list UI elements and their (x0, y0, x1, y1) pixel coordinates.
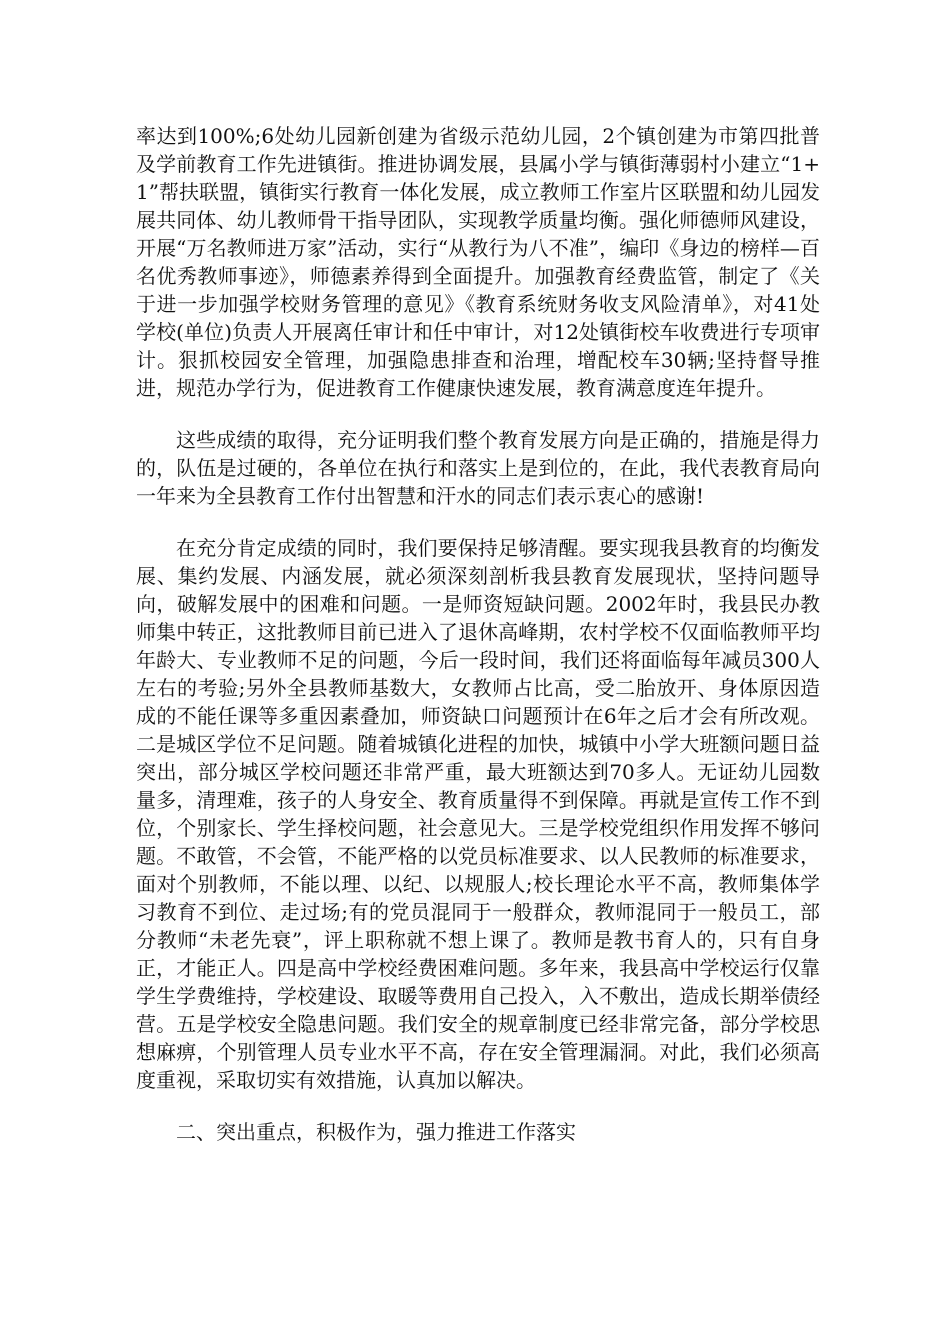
document-body (136, 122, 820, 1146)
paragraph-acknowledgement: 这些成绩的取得，充分证明我们整个教育发展方向是正确的，措施是得力的，队伍是过硬的，各单位在执行和落实上是到位的，在此，我代表教育局向一年来为全县教育工作付出智慧和汗水的同志们表示衷心的感谢! (136, 428, 820, 508)
section-heading: 二、突出重点，积极作为，强力推进工作落实 (176, 1120, 576, 1144)
paragraph-problems: 在充分肯定成绩的同时，我们要保持足够清醒。要实现我县教育的均衡发展、集约发展、内涵发展，就必须深刻剖析我县教育发展现状，坚持问题导向，破解发展中的困难和问题。一是师资短缺问题。2002年时，我县民办教师集中转正，这批教师目前已进入了退休高峰期，农村学校不仅面临教师平均年龄大、专业教师不足的问题，今后一段时间，我们还将面临每年减员300人左右的考验;另外全县教师基数大，女教师占比高，受二胎放开、身体原因造成的不能任课等多重因素叠加，师资缺口问题预计在6年之后才会有所改观。二是城区学位不足问题。随着城镇化进程的加快，城镇中小学大班额问题日益突出，部分城区学校问题还非常严重，最大班额达到70多人。无证幼儿园数量多，清理难，孩子的人身安全、教育质量得不到保障。再就是宣传工作不到位，个别家长、学生择校问题，社会意见大。三是学校党组织作用发挥不够问题。不敢管，不会管，不能严格的以党员标准要求、以人民教师的标准要求，面对个别教师，不能以理、以纪、以规服人;校长理论水平不高，教师集体学习教育不到位、走过场;有的党员混同于一般群众，教师混同于一般员工，部分教师“未老先衰”，评上职称就不想上课了。教师是教书育人的，只有自身正，才能正人。四是高中学校经费困难问题。多年来，我县高中学校运行仅靠学生学费维持，学校建设、取暖等费用自己投入，入不敷出，造成长期举债经营。五是学校安全隐患问题。我们安全的规章制度已经非常完备，部分学校思想麻痹，个别管理人员专业水平不高，存在安全管理漏洞。对此，我们必须高度重视，采取切实有效措施，认真加以解决。 (136, 536, 820, 1092)
paragraph-achievements-continued: 率达到100%;6处幼儿园新创建为省级示范幼儿园，2个镇创建为市第四批普及学前教育工作先进镇街。推进协调发展，县属小学与镇街薄弱村小建立“1+1”帮扶联盟，镇街实行教育一体化发展，成立教师工作室片区联盟和幼儿园发展共同体、幼儿教师骨干指导团队，实现教学质量均衡。强化师德师风建设，开展“万名教师进万家”活动，实行“从教行为八不准”，编印《身边的榜样—百名优秀教师事迹》，师德素养得到全面提升。加强教育经费监管，制定了《关于进一步加强学校财务管理的意见》《教育系统财务收支风险清单》，对41处学校(单位)负责人开展离任审计和任中审计，对12处镇街校车收费进行专项审计。狠抓校园安全管理，加强隐患排查和治理，增配校车30辆;坚持督导推进，规范办学行为，促进教育工作健康快速发展，教育满意度连年提升。 (136, 124, 820, 400)
